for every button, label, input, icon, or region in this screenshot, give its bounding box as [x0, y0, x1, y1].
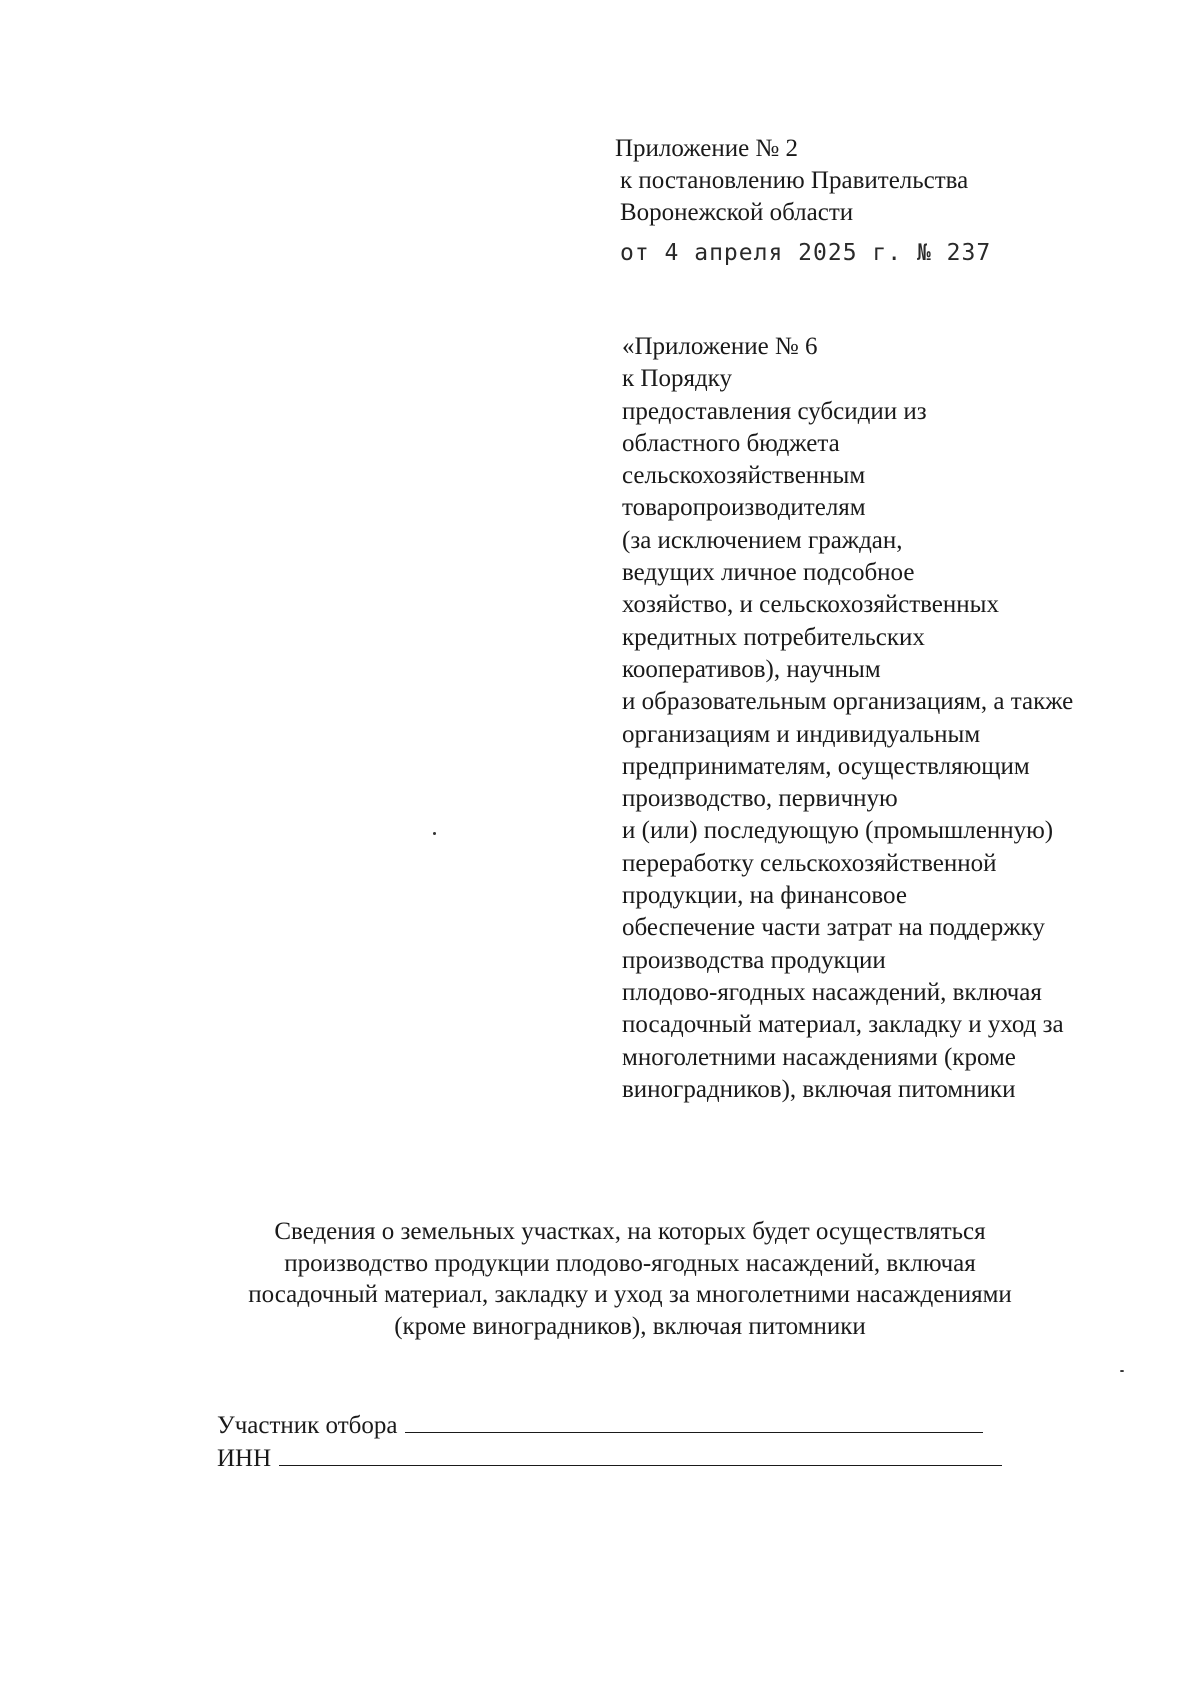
appendix-line: к Порядку [622, 365, 732, 393]
inn-label: ИНН [217, 1445, 272, 1472]
scan-speck [433, 832, 436, 835]
participant-label: Участник отбора [217, 1412, 398, 1439]
appendix-line: предпринимателям, осуществляющим [622, 752, 1030, 780]
appendix-reference [622, 331, 1182, 1106]
scan-speck [1120, 1370, 1124, 1372]
inn-blank-line[interactable] [279, 1441, 1002, 1466]
header-line: к постановлению Правительства [620, 167, 969, 194]
appendix-line: областного бюджета [622, 429, 840, 457]
appendix-line: и (или) последующую (промышленную) [622, 817, 1054, 845]
appendix-line: ведущих личное подсобное [622, 559, 915, 587]
appendix-line: кооперативов), научным [622, 655, 881, 683]
appendix-line: плодово-ягодных насаждений, включая [622, 978, 1042, 1006]
appendix-line: переработку сельскохозяйственной [622, 849, 997, 877]
approval-header [615, 133, 1175, 269]
document-title [200, 1216, 1060, 1342]
participant-blank-line[interactable] [405, 1408, 983, 1433]
participant-form [217, 1408, 1017, 1474]
appendix-line: производство, первичную [622, 785, 898, 813]
appendix-line: предоставления субсидии из [622, 397, 927, 425]
appendix-line: сельскохозяйственным [622, 462, 866, 490]
title-line: Сведения о земельных участках, на которых будет осуществляться [274, 1218, 986, 1245]
appendix-line: хозяйство, и сельскохозяйственных [622, 591, 999, 619]
header-line: Приложение № 2 [615, 135, 799, 162]
typed-date-number: от 4 апреля 2025 г. № 237 [620, 240, 992, 266]
appendix-line: (за исключением граждан, [622, 526, 903, 554]
title-line: посадочный материал, закладку и уход за многолетними насаждениями [248, 1281, 1012, 1308]
appendix-line: посадочный материал, закладку и уход за [622, 1011, 1064, 1039]
inn-row [217, 1441, 1017, 1474]
appendix-line: организациям и индивидуальным [622, 720, 981, 748]
appendix-line: кредитных потребительских [622, 623, 925, 651]
title-line: производство продукции плодово-ягодных насаждений, включая [284, 1249, 976, 1277]
header-line: Воронежской области [620, 199, 854, 226]
title-line: (кроме виноградников), включая питомники [394, 1312, 866, 1340]
appendix-line: производства продукции [622, 946, 886, 974]
appendix-line: многолетними насаждениями (кроме [622, 1043, 1016, 1071]
appendix-line: виноградников), включая питомники [622, 1075, 1016, 1103]
appendix-line: продукции, на финансовое [622, 882, 907, 910]
appendix-line: «Приложение № 6 [622, 333, 818, 360]
appendix-line: товаропроизводителям [622, 494, 866, 522]
appendix-line: и образовательным организациям, а также [622, 688, 1074, 716]
appendix-line: обеспечение части затрат на поддержку [622, 914, 1045, 942]
participant-row [217, 1408, 1017, 1441]
